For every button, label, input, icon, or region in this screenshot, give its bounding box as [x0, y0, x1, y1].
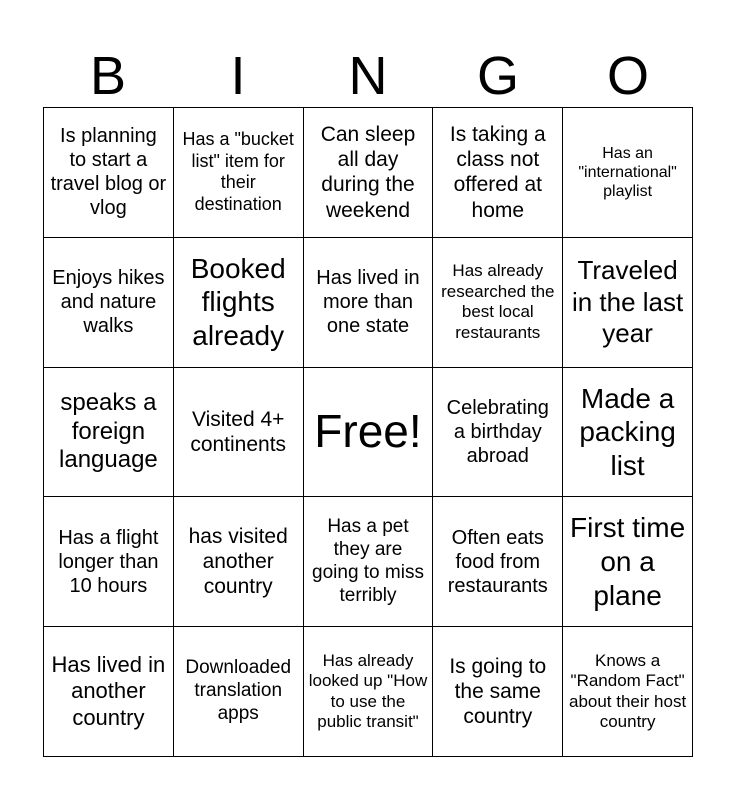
bingo-cell[interactable]: [304, 108, 434, 238]
bingo-cell[interactable]: [174, 238, 304, 368]
cell-text: Has a pet they are going to miss terribly: [312, 516, 424, 606]
bingo-cell[interactable]: [174, 627, 304, 757]
bingo-header: [43, 44, 693, 108]
cell-text: Can sleep all day during the weekend: [320, 123, 416, 222]
free-space[interactable]: [304, 368, 434, 498]
bingo-cell[interactable]: [433, 368, 563, 498]
cell-text: Is planning to start a travel blog or vlog: [50, 125, 167, 220]
cell-text: has visited another country: [188, 525, 288, 599]
cell-text: Has already researched the best local restaurants: [441, 261, 555, 342]
cell-text: Knows a "Random Fact" about their host country: [568, 650, 687, 731]
header-letter-o: O: [606, 46, 649, 106]
bingo-cell[interactable]: [174, 368, 304, 498]
cell-text: Visited 4+ continents: [190, 407, 287, 456]
bingo-board: [43, 107, 693, 757]
cell-text: Often eats food from restaurants: [447, 526, 548, 597]
cell-text: Made a packing list: [579, 382, 676, 481]
cell-text: speaks a foreign language: [59, 388, 158, 474]
cell-text: Has an "international" playlist: [578, 144, 677, 200]
bingo-cell[interactable]: [44, 238, 174, 368]
cell-text: Enjoys hikes and nature walks: [52, 267, 165, 338]
bingo-cell[interactable]: [44, 108, 174, 238]
bingo-cell[interactable]: [563, 368, 693, 498]
cell-text: Free!: [314, 405, 422, 458]
cell-text: Booked flights already: [190, 252, 286, 351]
bingo-cell[interactable]: [304, 627, 434, 757]
header-letter-n: N: [348, 46, 388, 106]
bingo-cell[interactable]: [563, 108, 693, 238]
header-letter-g: G: [476, 46, 519, 106]
cell-text: First time on a plane: [570, 512, 686, 611]
bingo-cell[interactable]: [563, 627, 693, 757]
bingo-cell[interactable]: [433, 108, 563, 238]
bingo-cell[interactable]: [563, 497, 693, 627]
cell-text: Celebrating a birthday abroad: [446, 396, 549, 467]
cell-text: Has a "bucket list" item for their destination: [182, 129, 294, 214]
bingo-cell[interactable]: [433, 627, 563, 757]
bingo-cell[interactable]: [433, 238, 563, 368]
cell-text: Has lived in more than one state: [316, 267, 420, 338]
bingo-cell[interactable]: [304, 238, 434, 368]
bingo-cell[interactable]: [174, 497, 304, 627]
bingo-cell[interactable]: [44, 627, 174, 757]
bingo-cell[interactable]: [433, 497, 563, 627]
cell-text: Traveled in the last year: [571, 255, 684, 348]
bingo-cell[interactable]: [563, 238, 693, 368]
bingo-cell[interactable]: [44, 497, 174, 627]
header-letter-b: B: [89, 46, 127, 106]
cell-text: Has lived in another country: [51, 652, 166, 730]
cell-text: Is taking a class not offered at home: [449, 123, 546, 222]
cell-text: Has a flight longer than 10 hours: [58, 526, 159, 597]
cell-text: Downloaded translation apps: [185, 657, 292, 724]
cell-text: Is going to the same country: [449, 654, 547, 729]
cell-text: Has already looked up "How to use the public transit": [308, 650, 428, 731]
bingo-cell[interactable]: [304, 497, 434, 627]
bingo-cell[interactable]: [44, 368, 174, 498]
bingo-cell[interactable]: [174, 108, 304, 238]
header-letter-i: I: [230, 46, 246, 106]
